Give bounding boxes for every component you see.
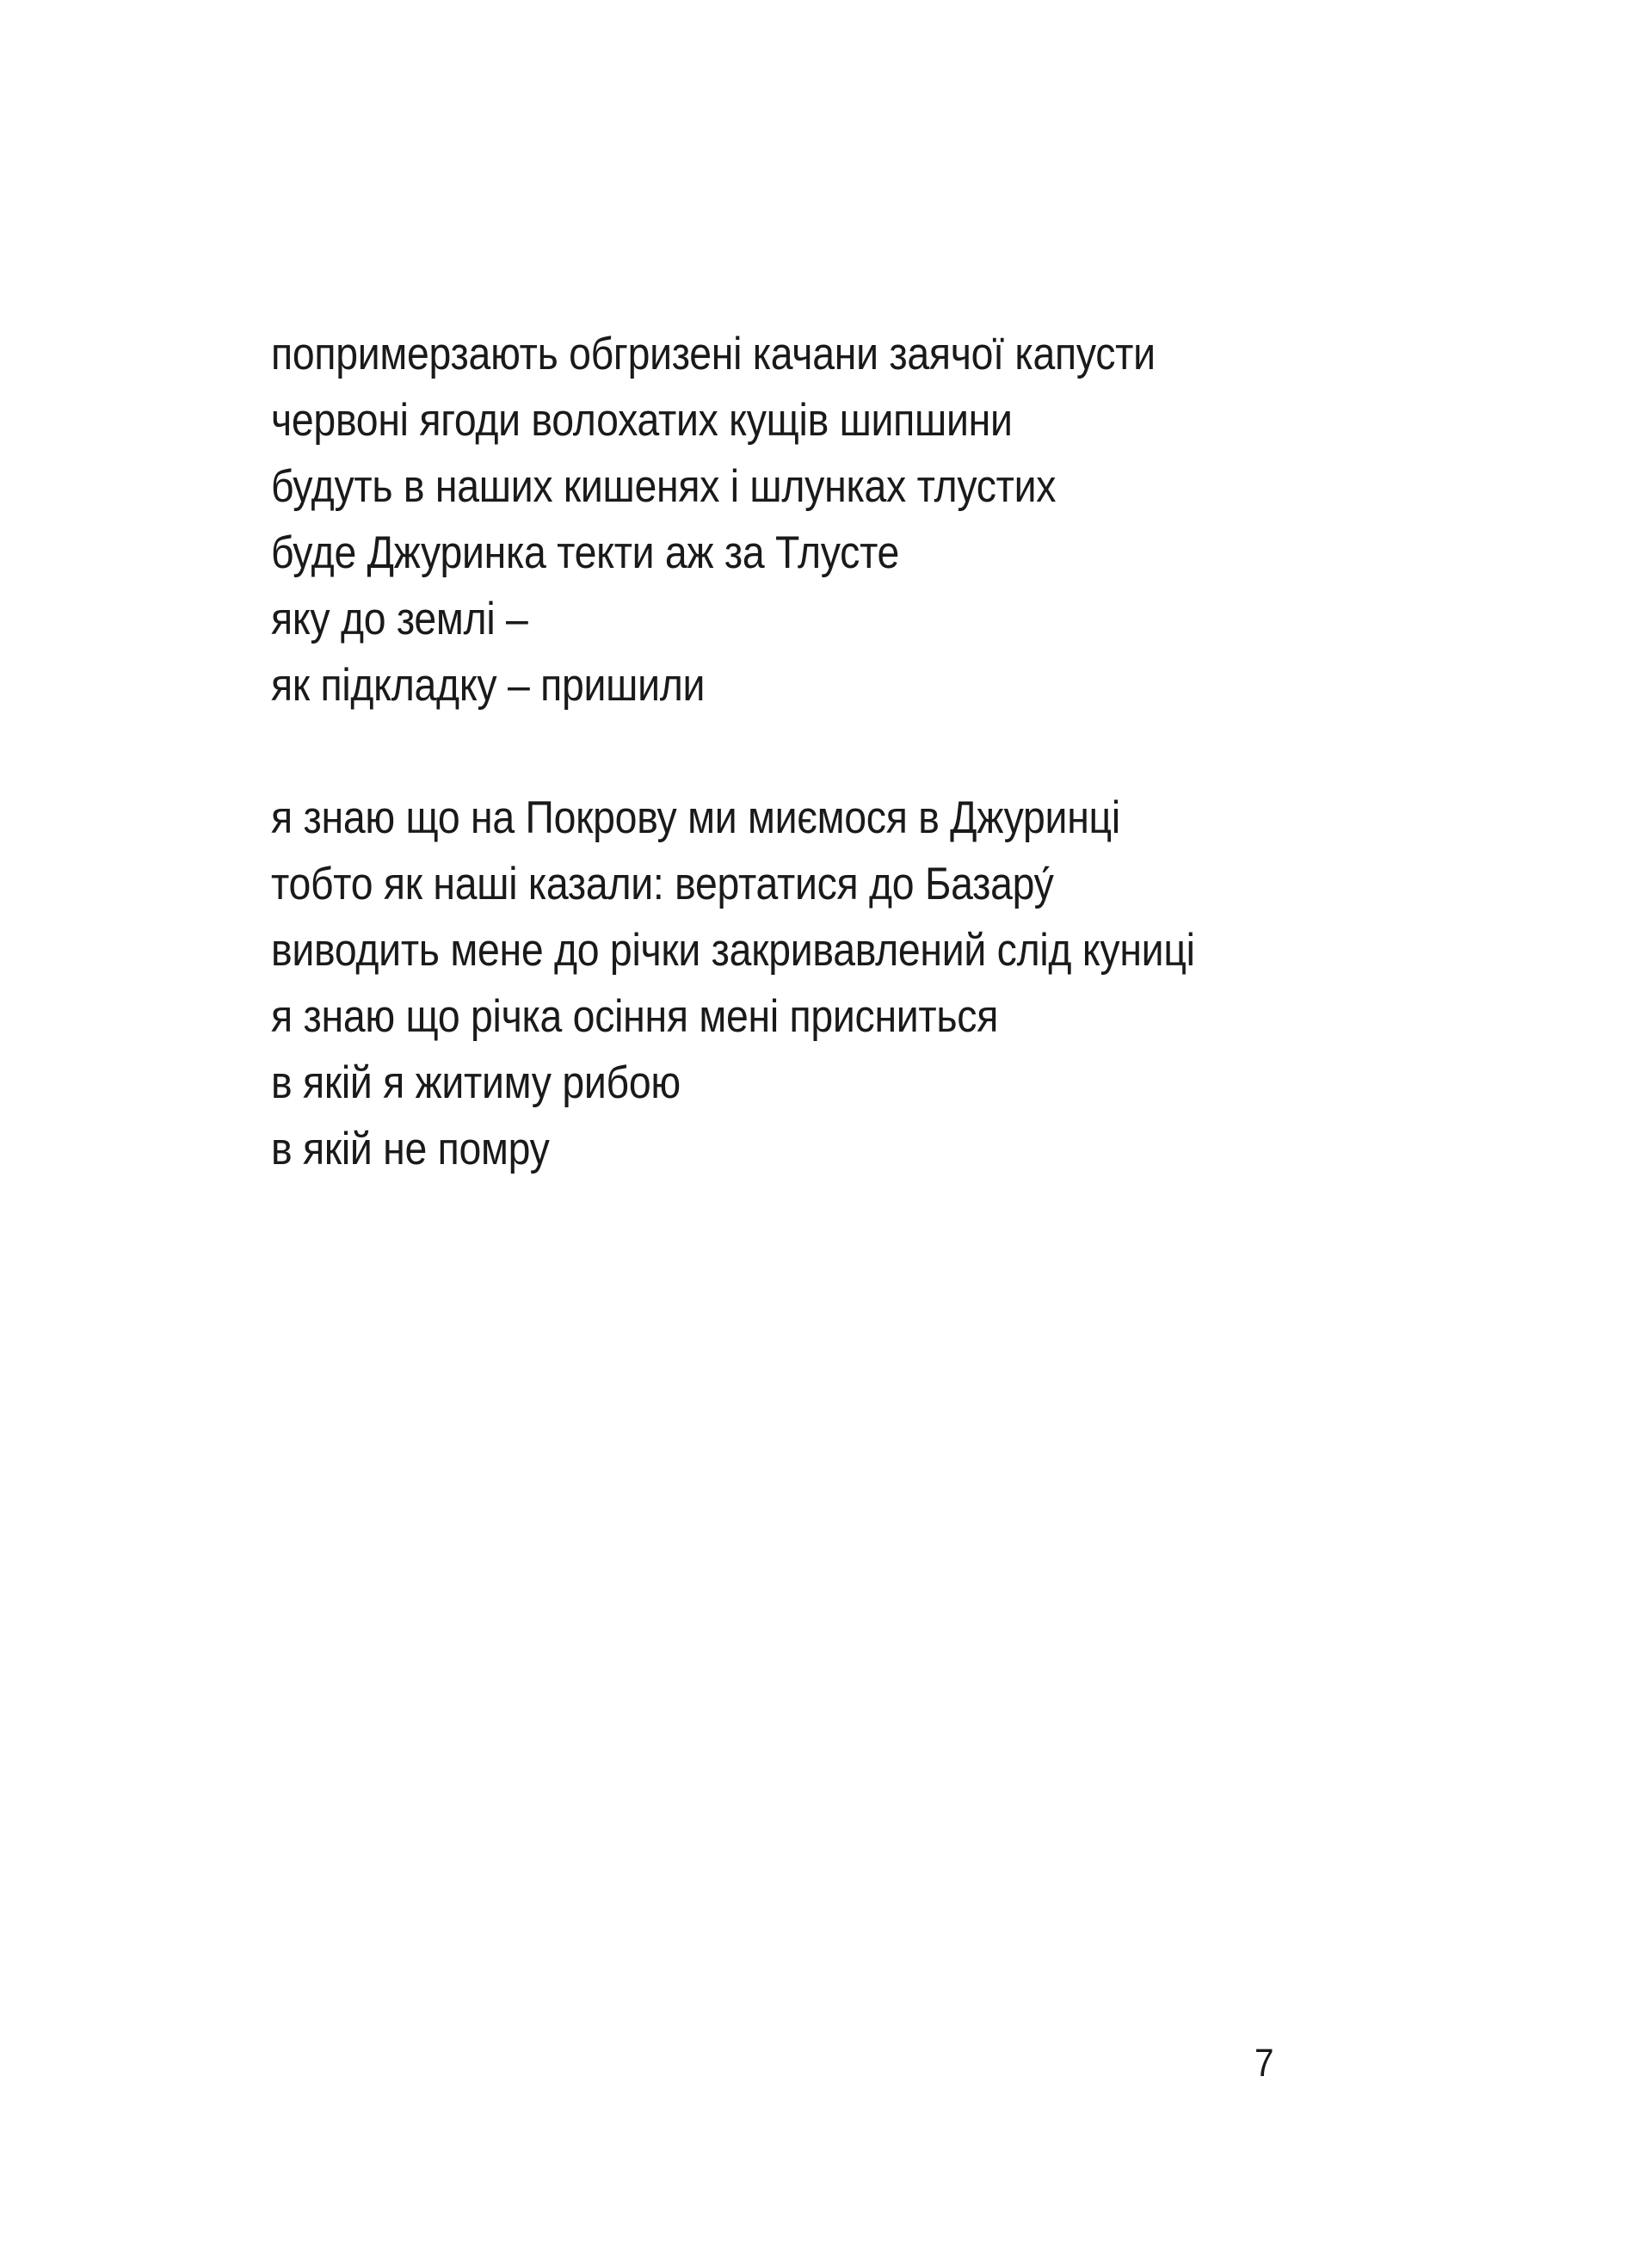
poem-line: червоні ягоди волохатих кущів шипшини [271,395,1013,446]
poem-line: в якій я житиму рибою [271,1057,681,1108]
poem-line: в якій не помру [271,1124,550,1174]
poem [271,321,1390,1248]
stanza-2 [271,785,1390,1182]
poem-line: виводить мене до річки закривавлений слід куниці [271,925,1195,976]
stanza-1 [271,321,1390,718]
poem-line: тобто як наші казали: вертатися до Базару́ [271,859,1054,909]
poem-line: будуть в наших кишенях і шлунках тлустих [271,461,1057,512]
poem-line: яку до землі – [271,594,528,644]
poem-line: як підкладку – пришили [271,660,706,711]
poem-line: буде Джуринка текти аж за Тлусте [271,527,900,578]
poem-line: попримерзають обгризені качани заячої капусти [271,329,1156,379]
page-number: 7 [1254,2041,1274,2085]
poem-line: я знаю що річка осіння мені присниться [271,991,999,1042]
poem-line: я знаю що на Покрову ми миємося в Джуринці [271,792,1120,843]
